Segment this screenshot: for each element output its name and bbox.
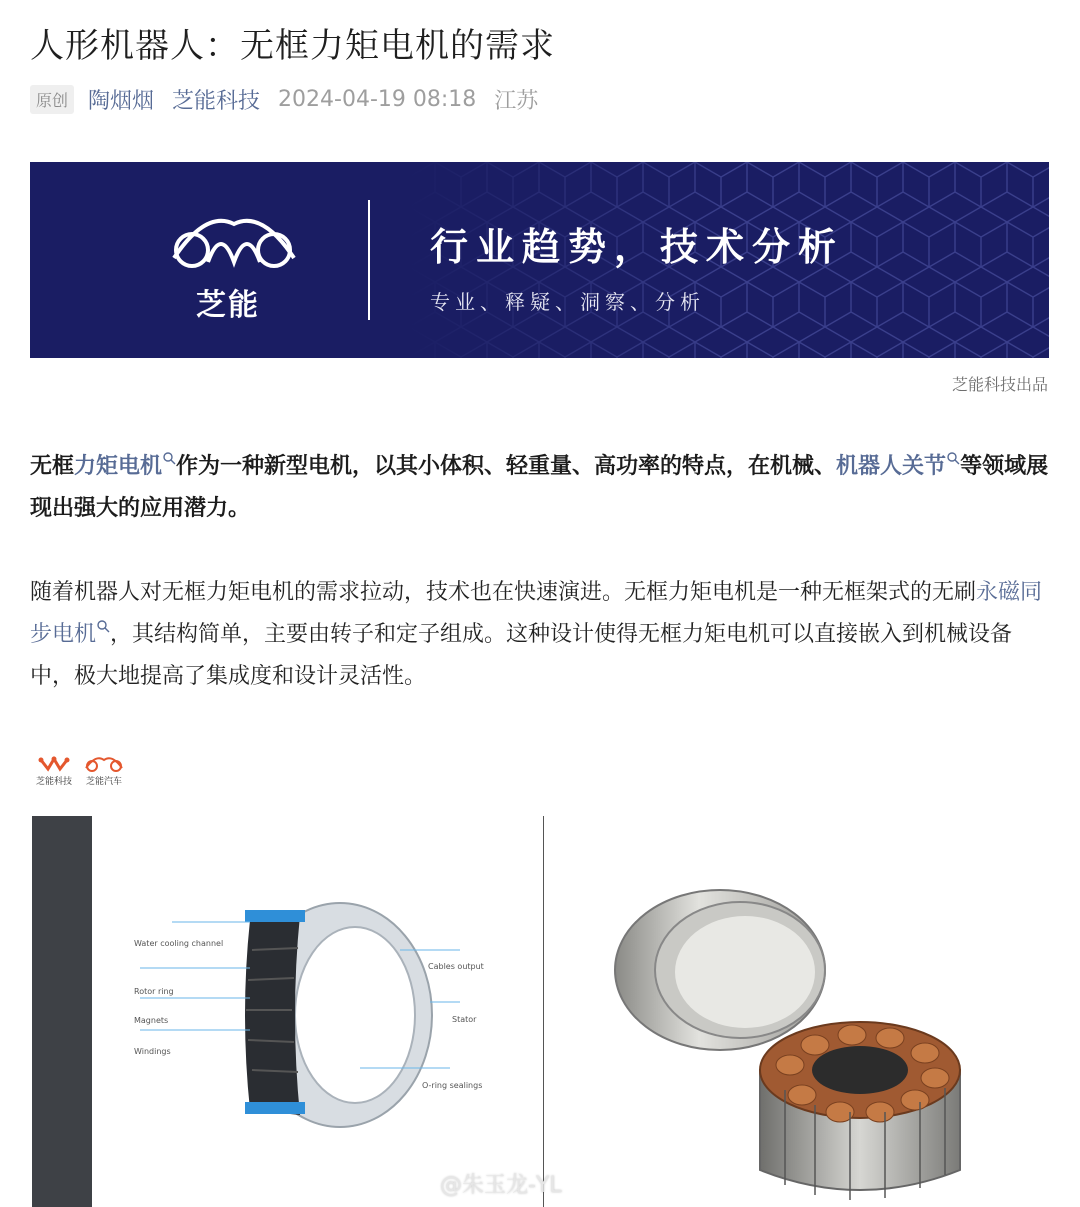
logo-text: 芝能: [196, 288, 260, 323]
label-stator: Stator: [452, 1015, 477, 1024]
brand-zhineng-tech: [36, 754, 72, 787]
publish-location: 江苏: [494, 88, 539, 114]
account-link[interactable]: 芝能科技: [172, 88, 261, 114]
label-magnets: Magnets: [134, 1016, 169, 1025]
keyword-link-pmsm[interactable]: 永磁同步电机: [30, 580, 1043, 647]
label-oring: O-ring sealings: [422, 1081, 483, 1090]
label-cables-output: Cables output: [428, 962, 484, 971]
text-span: 等领域展现出强大的应用潜力。: [30, 454, 1049, 521]
text-span: ，其结构简单，主要由转子和定子组成。这种设计使得无框力矩电机可以直接嵌入到机械设备中，极大地提高了集成度和设计灵活性。: [30, 622, 1013, 689]
text-span: 随着机器人对无框力矩电机的需求拉动，技术也在快速演进。无框力矩电机是一种无框架式的无刷: [30, 580, 977, 605]
brand1-label: 芝能科技: [36, 777, 73, 787]
brand2-label: 芝能汽车: [86, 777, 123, 787]
zhineng-auto-logo-icon: [84, 754, 124, 774]
search-icon[interactable]: [162, 451, 176, 465]
article-title: 人形机器人：无框力矩电机的需求: [30, 26, 555, 66]
text-span: 无框: [30, 454, 75, 479]
weibo-watermark: @朱玉龙-YL: [440, 1173, 562, 1198]
brand-zhineng-auto: [84, 754, 124, 787]
article-meta: [30, 84, 538, 114]
label-rotor-ring: Rotor ring: [134, 987, 174, 996]
keyword-link-torque-motor[interactable]: 力矩电机: [74, 454, 163, 479]
banner-divider: [368, 200, 370, 320]
original-badge: 原创: [30, 85, 74, 114]
figure-divider: [543, 816, 544, 1207]
banner-headline: 行业趋势，技术分析: [430, 225, 845, 269]
header-banner-image: [30, 162, 1049, 358]
search-icon[interactable]: [946, 451, 960, 465]
author-link[interactable]: 陶烟烟: [88, 88, 155, 114]
paragraph-body: [30, 572, 1050, 698]
zhineng-tech-logo-icon: [38, 754, 70, 774]
banner-caption: 芝能科技出品: [951, 375, 1048, 394]
motor-figure-image: [30, 740, 1050, 1207]
text-span: 作为一种新型电机，以其小体积、轻重量、高功率的特点，在机械、: [176, 454, 837, 479]
label-windings: Windings: [134, 1047, 171, 1056]
banner-subline: 专业、释疑、洞察、分析: [430, 290, 705, 314]
search-icon[interactable]: [96, 619, 110, 633]
publish-datetime: 2024-04-19 08:18: [278, 86, 477, 112]
keyword-link-robot-joint[interactable]: 机器人关节: [836, 454, 947, 479]
motor-parts-photo: [590, 850, 990, 1207]
dark-side-bar: [32, 816, 92, 1207]
paragraph-intro: [30, 446, 1050, 530]
label-water-cooling: Water cooling channel: [134, 939, 224, 948]
brand-logos: [36, 754, 124, 787]
